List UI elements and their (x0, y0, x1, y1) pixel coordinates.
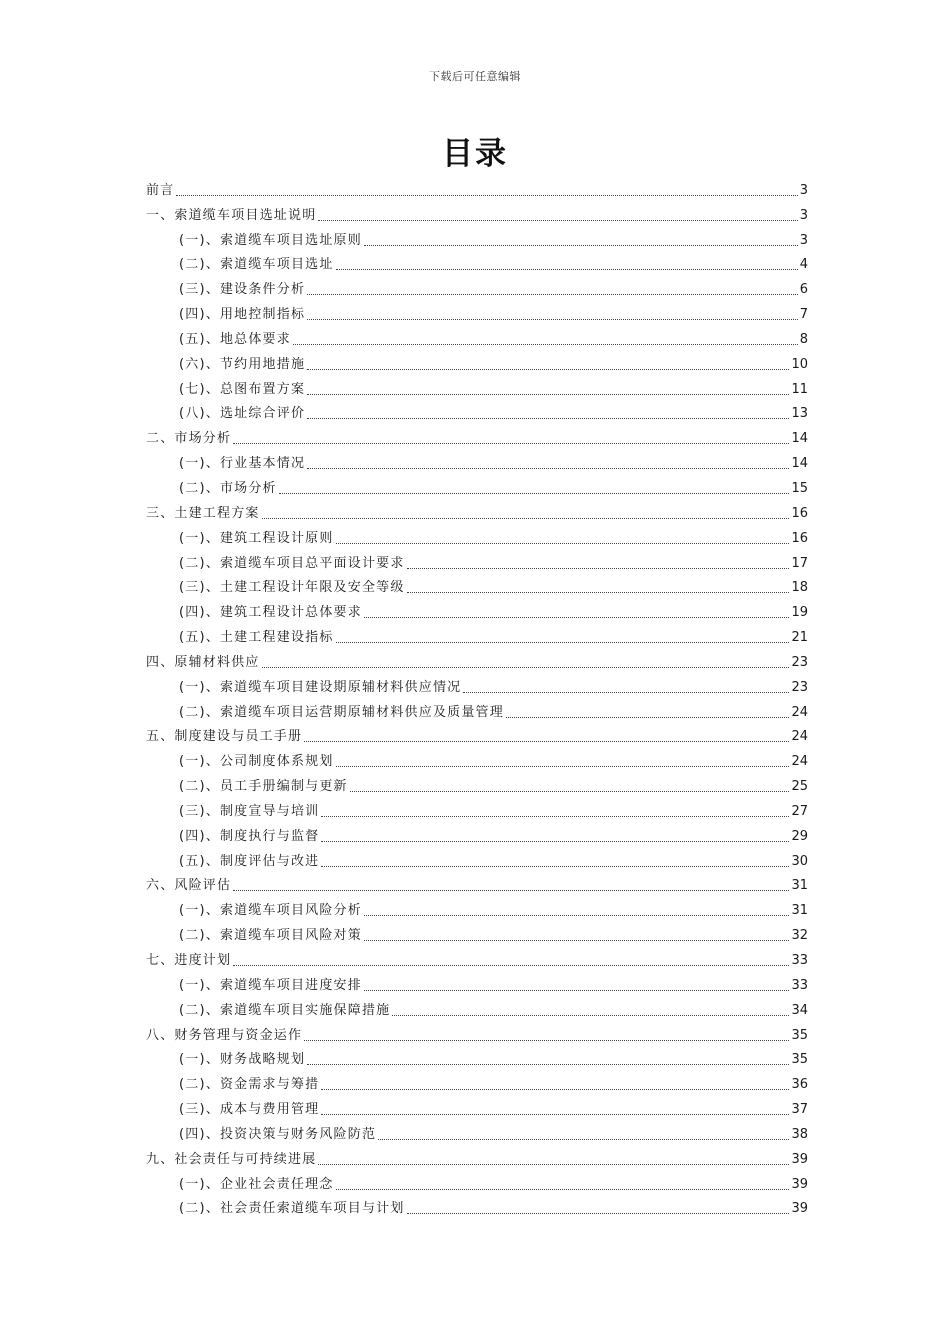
toc-dot-leader (407, 568, 790, 569)
toc-entry-label: (二)、索道缆车项目实施保障措施 (179, 1002, 391, 1018)
toc-entry[interactable] (146, 375, 808, 400)
toc-dot-leader (336, 642, 790, 643)
toc-entry-page-number: 35 (791, 1027, 808, 1043)
toc-entry-page-number: 15 (791, 480, 808, 496)
toc-entry[interactable] (146, 1120, 808, 1145)
toc-entry[interactable] (146, 201, 808, 226)
toc-entry[interactable] (146, 872, 808, 897)
toc-entry-page-number: 6 (799, 282, 808, 298)
toc-entry-label: (一)、索道缆车项目风险分析 (179, 903, 362, 919)
toc-entry[interactable] (146, 1195, 808, 1220)
toc-entry[interactable] (146, 1170, 808, 1195)
toc-dot-leader (262, 667, 790, 668)
toc-entry-label: (四)、建筑工程设计总体要求 (179, 605, 362, 621)
toc-dot-leader (392, 1015, 789, 1016)
toc-entry-page-number: 37 (791, 1102, 808, 1118)
toc-entry-label: (三)、建设条件分析 (179, 282, 306, 298)
toc-dot-leader (407, 592, 790, 593)
toc-dot-leader (307, 418, 789, 419)
toc-dot-leader (378, 1139, 789, 1140)
toc-entry-page-number: 36 (791, 1077, 808, 1093)
toc-entry-page-number: 23 (791, 679, 808, 695)
toc-dot-leader (307, 294, 798, 295)
toc-entry[interactable] (146, 1095, 808, 1120)
toc-entry-page-number: 23 (791, 654, 808, 670)
toc-entry-label: (一)、财务战略规划 (179, 1052, 306, 1068)
toc-dot-leader (364, 245, 798, 246)
toc-entry-label: (二)、索道缆车项目总平面设计要求 (179, 555, 405, 571)
toc-entry-label: (三)、土建工程设计年限及安全等级 (179, 580, 405, 596)
toc-entry-page-number: 34 (791, 1002, 808, 1018)
toc-entry[interactable] (146, 673, 808, 698)
toc-entry-label: (二)、员工手册编制与更新 (179, 779, 348, 795)
toc-entry-label: 二、市场分析 (146, 431, 232, 447)
toc-dot-leader (336, 269, 798, 270)
toc-entry-page-number: 17 (791, 555, 808, 571)
toc-entry[interactable] (146, 772, 808, 797)
toc-entry[interactable] (146, 1021, 808, 1046)
toc-dot-leader (321, 866, 789, 867)
toc-entry[interactable] (146, 424, 808, 449)
toc-entry-label: (三)、制度宣导与培训 (179, 803, 320, 819)
toc-entry-page-number: 18 (791, 580, 808, 596)
toc-entry-page-number: 32 (791, 928, 808, 944)
toc-dot-leader (336, 1189, 790, 1190)
toc-entry-label: 前言 (146, 182, 175, 198)
toc-entry-label: (一)、企业社会责任理念 (179, 1176, 334, 1192)
toc-dot-leader (307, 468, 789, 469)
toc-entry[interactable] (146, 946, 808, 971)
toc-entry-page-number: 33 (791, 953, 808, 968)
toc-dot-leader (307, 394, 789, 395)
toc-entry-page-number: 39 (791, 1151, 808, 1167)
toc-dot-leader (364, 617, 790, 618)
toc-entry-label: (一)、公司制度体系规划 (179, 754, 334, 770)
page-title: 目录 (442, 136, 508, 172)
toc-entry[interactable] (146, 350, 808, 375)
toc-entry[interactable] (146, 300, 808, 325)
toc-dot-leader (321, 841, 789, 842)
toc-entry-page-number: 24 (791, 729, 808, 745)
toc-entry-label: (五)、土建工程建设指标 (179, 630, 334, 646)
toc-entry[interactable] (146, 723, 808, 748)
toc-dot-leader (307, 319, 798, 320)
toc-entry[interactable] (146, 449, 808, 474)
toc-entry[interactable] (146, 747, 808, 772)
toc-entry[interactable] (146, 251, 808, 276)
toc-dot-leader (233, 443, 789, 444)
toc-entry-page-number: 19 (791, 605, 808, 621)
toc-entry-label: 七、进度计划 (146, 953, 232, 968)
toc-entry-page-number: 3 (799, 232, 808, 248)
toc-dot-leader (364, 990, 790, 991)
toc-dot-leader (318, 220, 797, 221)
toc-entry-page-number: 25 (791, 779, 808, 795)
toc-entry[interactable] (146, 1070, 808, 1095)
toc-entry-label: (五)、地总体要求 (179, 331, 291, 347)
toc-entry-page-number: 14 (791, 456, 808, 472)
toc-dot-leader (304, 741, 789, 742)
toc-entry-label: (四)、制度执行与监督 (179, 828, 320, 844)
toc-dot-leader (321, 816, 789, 817)
toc-entry-label: (八)、选址综合评价 (179, 406, 306, 422)
toc-entry-label: (二)、索道缆车项目运营期原辅材料供应及质量管理 (179, 704, 504, 720)
toc-entry-page-number: 21 (791, 630, 808, 646)
toc-dot-leader (336, 766, 790, 767)
toc-entry-page-number: 3 (799, 207, 808, 223)
toc-entry-page-number: 38 (791, 1126, 808, 1142)
toc-entry-page-number: 39 (791, 1201, 808, 1217)
toc-dot-leader (304, 1040, 789, 1041)
toc-entry-label: 八、财务管理与资金运作 (146, 1027, 303, 1043)
toc-entry-label: (二)、市场分析 (179, 480, 277, 496)
toc-entry[interactable] (146, 896, 808, 921)
toc-dot-leader (233, 890, 789, 891)
toc-dot-leader (279, 493, 790, 494)
toc-dot-leader (407, 1213, 790, 1214)
toc-dot-leader (293, 344, 798, 345)
toc-entry-page-number: 29 (791, 828, 808, 844)
toc-entry-label: (四)、投资决策与财务风险防范 (179, 1126, 377, 1142)
toc-entry-label: (二)、资金需求与筹措 (179, 1077, 320, 1093)
toc-entry-page-number: 3 (799, 182, 808, 198)
toc-entry[interactable] (146, 921, 808, 946)
toc-entry-page-number: 11 (791, 381, 808, 397)
toc-entry-label: (二)、社会责任索道缆车项目与计划 (179, 1201, 405, 1217)
toc-entry-label: (一)、建筑工程设计原则 (179, 530, 334, 546)
toc-entry-page-number: 31 (791, 903, 808, 919)
toc-entry[interactable] (146, 623, 808, 648)
toc-dot-leader (318, 1164, 789, 1165)
toc-entry-label: (二)、索道缆车项目风险对策 (179, 928, 362, 944)
toc-dot-leader (463, 692, 789, 693)
toc-entry-page-number: 10 (791, 356, 808, 372)
toc-entry[interactable] (146, 474, 808, 499)
toc-entry[interactable] (146, 698, 808, 723)
toc-dot-leader (176, 195, 797, 196)
toc-entry-page-number: 33 (791, 977, 808, 993)
toc-dot-leader (506, 717, 790, 718)
toc-dot-leader (307, 369, 789, 370)
toc-entry-page-number: 16 (791, 505, 808, 521)
header-note: 下载后可任意编辑 (429, 70, 521, 83)
toc-entry-label: (六)、节约用地措施 (179, 356, 306, 372)
toc-dot-leader (307, 1064, 789, 1065)
toc-entry-page-number: 31 (791, 878, 808, 894)
toc-dot-leader (364, 915, 790, 916)
toc-entry[interactable] (146, 400, 808, 425)
toc-entry-page-number: 16 (791, 530, 808, 546)
toc-entry[interactable] (146, 499, 808, 524)
toc-entry-label: (七)、总图布置方案 (179, 381, 306, 397)
toc-entry[interactable] (146, 1046, 808, 1071)
toc-entry-label: 三、土建工程方案 (146, 505, 260, 521)
toc-entry-page-number: 4 (799, 257, 808, 273)
toc-entry-page-number: 24 (791, 704, 808, 720)
toc-dot-leader (321, 1089, 789, 1090)
toc-entry[interactable] (146, 648, 808, 673)
toc-entry-page-number: 14 (791, 431, 808, 447)
toc-entry-label: 五、制度建设与员工手册 (146, 729, 303, 745)
toc-entry-page-number: 24 (791, 754, 808, 770)
toc-dot-leader (364, 940, 790, 941)
toc-entry[interactable] (146, 275, 808, 300)
toc-entry-label: 一、索道缆车项目选址说明 (146, 207, 317, 223)
toc-entry-label: (一)、索道缆车项目建设期原辅材料供应情况 (179, 679, 462, 695)
toc-entry-label: (一)、行业基本情况 (179, 456, 306, 472)
toc-entry[interactable] (146, 574, 808, 599)
toc-dot-leader (321, 1114, 789, 1115)
toc-entry-page-number: 8 (799, 331, 808, 347)
toc-entry-label: (五)、制度评估与改进 (179, 853, 320, 869)
toc-entry[interactable] (146, 822, 808, 847)
toc-entry[interactable] (146, 598, 808, 623)
toc-entry[interactable] (146, 549, 808, 574)
toc-entry-page-number: 39 (791, 1176, 808, 1192)
toc-entry-label: (四)、用地控制指标 (179, 307, 306, 323)
toc-entry-page-number: 13 (791, 406, 808, 422)
toc-entry-label: (二)、索道缆车项目选址 (179, 257, 334, 273)
toc-entry[interactable] (146, 1145, 808, 1170)
toc-entry-label: 六、风险评估 (146, 878, 232, 894)
toc-entry[interactable] (146, 176, 808, 201)
toc-entry[interactable] (146, 996, 808, 1021)
toc-entry[interactable] (146, 226, 808, 251)
toc-entry[interactable] (146, 325, 808, 350)
toc-dot-leader (350, 791, 790, 792)
toc-entry-page-number: 7 (799, 307, 808, 323)
toc-entry-page-number: 30 (791, 853, 808, 869)
toc-dot-leader (233, 965, 789, 966)
toc-dot-leader (262, 518, 790, 519)
toc-entry-label: (一)、索道缆车项目进度安排 (179, 977, 362, 993)
toc-entry[interactable] (146, 797, 808, 822)
toc-dot-leader (336, 543, 790, 544)
toc-entry-page-number: 35 (791, 1052, 808, 1068)
toc-entry[interactable] (146, 847, 808, 872)
toc-entry[interactable] (146, 971, 808, 996)
toc-entry-label: 九、社会责任与可持续进展 (146, 1151, 317, 1167)
toc-entry-label: (三)、成本与费用管理 (179, 1102, 320, 1118)
toc-entry[interactable] (146, 524, 808, 549)
toc-entry-label: 四、原辅材料供应 (146, 654, 260, 670)
toc-entry-page-number: 27 (791, 803, 808, 819)
toc-entry-label: (一)、索道缆车项目选址原则 (179, 232, 362, 248)
table-of-contents (146, 176, 808, 1219)
